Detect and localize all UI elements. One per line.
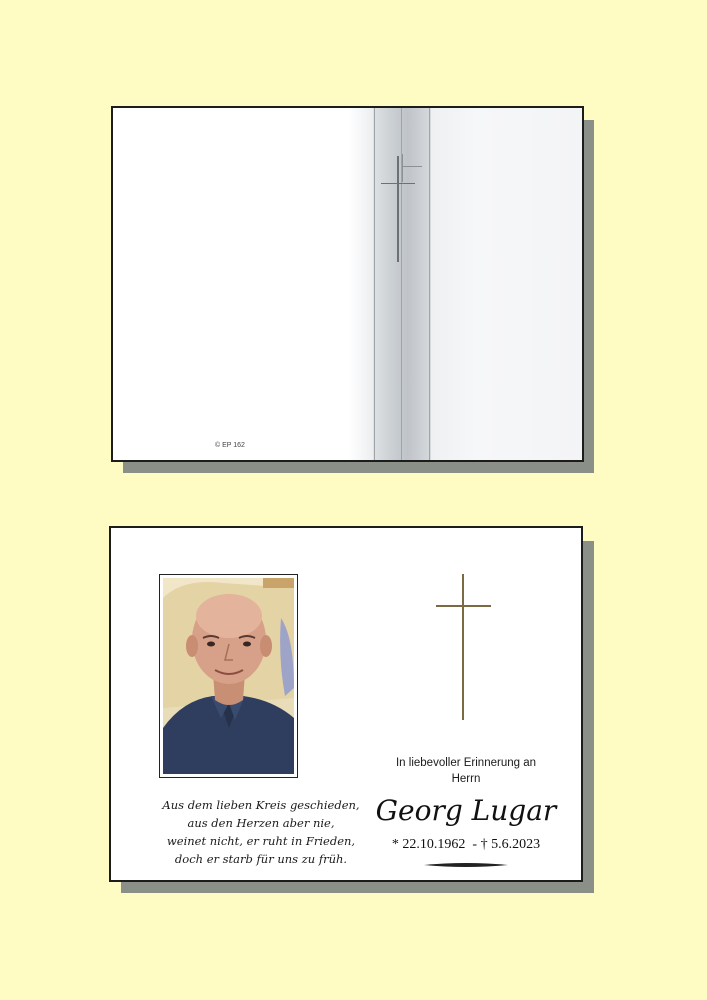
verse-line: weinet nicht, er ruht in Frieden, <box>166 834 356 848</box>
cover-cross-shadow <box>402 154 403 182</box>
ornament-divider-icon <box>424 862 508 868</box>
copyright-text: © EP 162 <box>215 442 245 449</box>
deceased-name: Georg Lugar <box>375 794 557 827</box>
cover-card <box>111 106 584 462</box>
memory-text <box>361 755 571 787</box>
cross-icon-bar <box>436 605 491 607</box>
inner-card <box>109 526 583 882</box>
birth-date: * 22.10.1962 <box>391 837 466 852</box>
band-line <box>429 108 430 460</box>
cover-right-panel <box>431 108 582 460</box>
memory-line: In liebevoller Erinnerung an <box>395 757 536 769</box>
life-dates: * 22.10.1962 - † 5.6.2023 <box>391 837 541 852</box>
cover-left-panel <box>113 108 349 460</box>
verse-line: Aus dem lieben Kreis geschieden, <box>162 798 360 812</box>
verse-line: aus den Herzen aber nie, <box>187 816 335 830</box>
cover-cross-shadow-bar <box>402 166 422 167</box>
cover-fade <box>349 108 373 460</box>
cover-cross-icon <box>397 156 399 262</box>
death-date: † 5.6.2023 <box>480 837 541 852</box>
verse-line: doch er starb für uns zu früh. <box>174 852 348 866</box>
portrait-image <box>163 578 294 774</box>
portrait-photo <box>163 578 294 774</box>
cross-icon <box>462 574 464 720</box>
band-line <box>374 108 375 460</box>
cover-cross-bar <box>381 183 415 184</box>
portrait-frame <box>159 574 298 778</box>
memory-line: Herrn <box>451 773 481 785</box>
